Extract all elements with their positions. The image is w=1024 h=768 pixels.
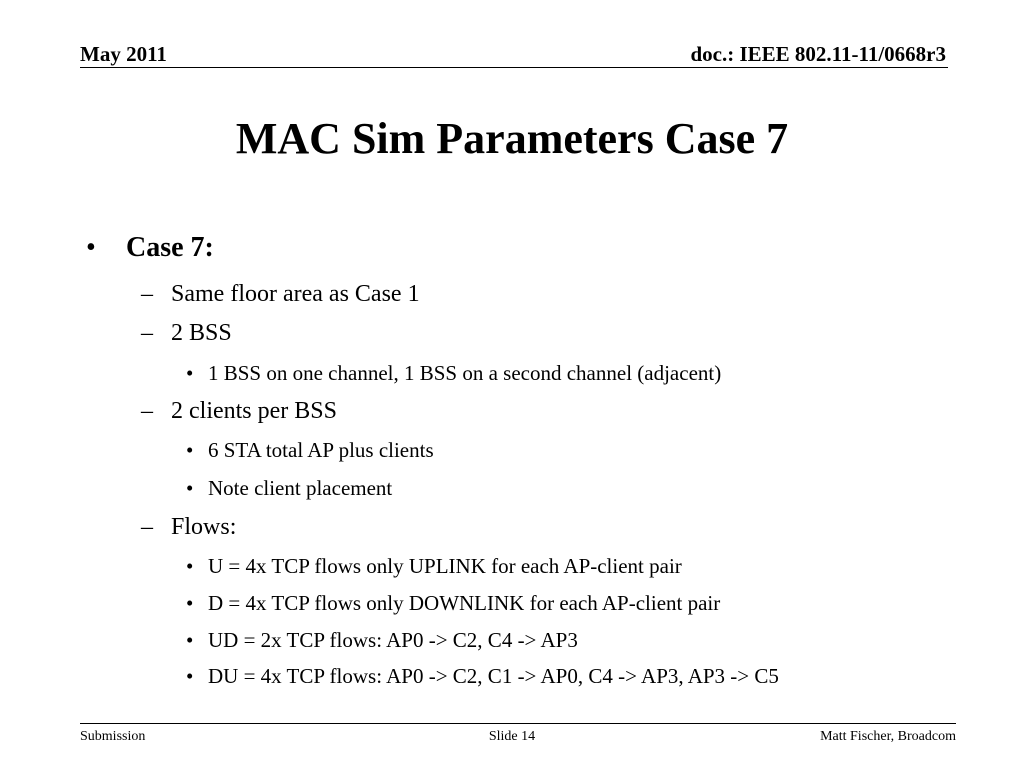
detail-flow-uplink: U = 4x TCP flows only UPLINK for each AP-client pair [208,554,682,578]
footer-slide-number: Slide 14 [488,729,536,744]
sub-bullet-clients-per-bss: 2 clients per BSS [171,398,337,424]
slide-title: MAC Sim Parameters Case 7 [235,114,789,163]
dash-marker-level2: – [141,398,153,424]
header-date: May 2011 [80,42,167,66]
dash-marker-level2: – [141,514,153,540]
detail-flow-du: DU = 4x TCP flows: AP0 -> C2, C1 -> AP0, C4 -> AP3, AP3 -> C5 [208,664,779,688]
footer-divider [80,723,956,724]
sub-bullet-floor-area: Same floor area as Case 1 [171,281,420,307]
bullet-marker-level3: • [186,554,194,578]
detail-client-placement: Note client placement [208,476,393,500]
sub-bullet-flows: Flows: [171,514,237,540]
dash-marker-level2: – [141,320,153,346]
bullet-marker-level3: • [186,438,194,462]
bullet-marker-level3: • [186,628,194,652]
detail-flow-ud: UD = 2x TCP flows: AP0 -> C2, C4 -> AP3 [208,628,578,652]
bullet-marker-level3: • [186,591,194,615]
detail-flow-downlink: D = 4x TCP flows only DOWNLINK for each AP-client pair [208,591,721,615]
footer-author: Matt Fischer, Broadcom [820,729,956,744]
bullet-marker-level3: • [186,664,194,688]
bullet-marker-level3: • [186,361,194,385]
bullet-case-7: Case 7: [126,232,214,263]
detail-sta-total: 6 STA total AP plus clients [208,438,434,462]
footer-submission: Submission [80,729,146,744]
sub-bullet-2-bss: 2 BSS [171,320,232,346]
header-doc-id: doc.: IEEE 802.11-11/0668r3 [690,42,946,66]
detail-bss-channels: 1 BSS on one channel, 1 BSS on a second channel (adjacent) [208,361,722,385]
bullet-marker-level1: • [86,232,96,263]
bullet-marker-level3: • [186,476,194,500]
dash-marker-level2: – [141,281,153,307]
